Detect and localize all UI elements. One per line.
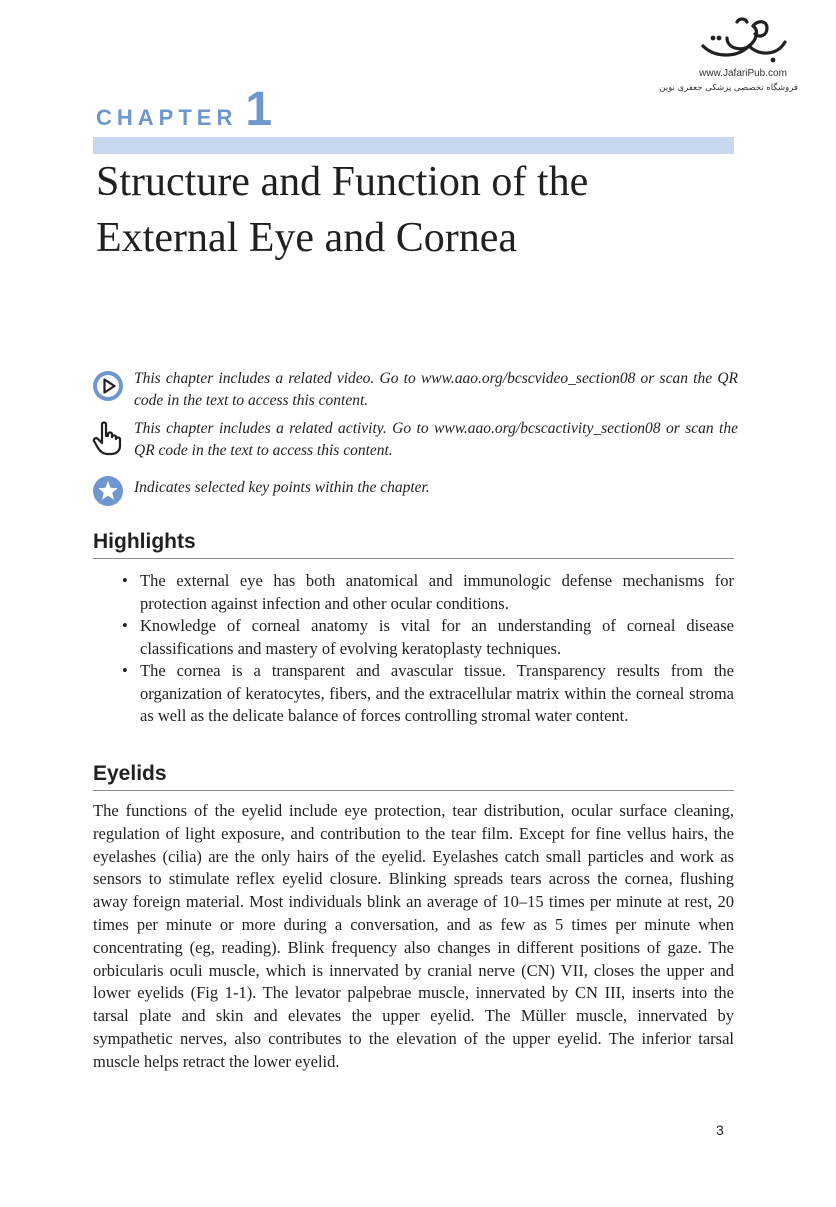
eyelids-paragraph: The functions of the eyelid include eye protection, tear distribution, ocular surface cleaning, regulation of light exposure, and contribution to the tear film. Except for fine vellus hairs, the eyelashes (cilia) are the only hairs of the eyelid. Eyelashes catch small particles and work as sensors to stimulate reflex eyelid closure. Blinking spreads tears across the cornea, flushing away foreign material. Most individuals blink an average of 10–15 times per minute at rest, 20 times per minute or more during a conversation, and as few as 5 times per minute when concentrating (eg, reading). Blink frequency also changes in different positions of gaze. The orbicularis oculi muscle, which is innervated by cranial nerve (CN) VII, closes the upper and lower eyelids (Fig 1-1). The levator palpebrae muscle, innervated by CN III, inserts into the tarsal plate and skin and elevates the upper eyelid. The Müller muscle, innervated by sympathetic nerves, also contributes to the elevation of the upper eyelid. The inferior tarsal muscle helps retract the lower eyelid. <box>93 801 734 1071</box>
notice-key-points <box>92 477 738 499</box>
play-video-icon[interactable] <box>92 370 124 402</box>
notice-activity-text: This chapter includes a related activity. Go to www.aao.org/bcscactivity_section08 or scan the QR code in the text to access this content. <box>134 420 738 459</box>
chapter-number: 1 <box>245 83 273 136</box>
star-icon <box>92 475 124 507</box>
list-item: • The external eye has both anatomical and immunologic defense mechanisms for protection against infection and other ocular conditions. <box>118 570 734 615</box>
publisher-logo-mark <box>697 16 789 66</box>
publisher-logo <box>659 16 798 102</box>
highlights-heading: Highlights <box>93 529 734 559</box>
highlights-list <box>118 570 734 728</box>
publisher-url[interactable]: www.JafariPub.com <box>699 68 787 79</box>
notice-key-points-text: Indicates selected key points within the chapter. <box>134 479 430 496</box>
page-number: 3 <box>716 1122 724 1138</box>
chapter-word: CHAPTER <box>96 105 238 130</box>
pointing-hand-icon[interactable] <box>92 420 124 456</box>
notice-video <box>92 368 738 412</box>
list-item: • Knowledge of corneal anatomy is vital for an understanding of corneal disease classifications and mastery of evolving keratoplasty techniques. <box>118 615 734 660</box>
chapter-rule-bar <box>93 137 734 154</box>
notice-video-text: This chapter includes a related video. Go to www.aao.org/bcscvideo_section08 or scan the QR code in the text to access this content. <box>134 370 738 409</box>
list-item: • The cornea is a transparent and avascular tissue. Transparency results from the organization of keratocytes, fibers, and the extracellular matrix within the corneal stroma as well as the delicate balance of forces controlling stromal water content. <box>118 660 734 728</box>
chapter-label <box>96 83 273 136</box>
notice-activity <box>92 418 738 462</box>
chapter-title <box>96 154 736 266</box>
chapter-title-line-2: External Eye and Cornea <box>96 215 517 261</box>
eyelids-heading: Eyelids <box>93 761 734 791</box>
chapter-title-line-1: Structure and Function of the <box>96 159 589 205</box>
publisher-subtitle: فروشگاه تخصصی پزشکی جعفری نوین <box>659 83 798 93</box>
